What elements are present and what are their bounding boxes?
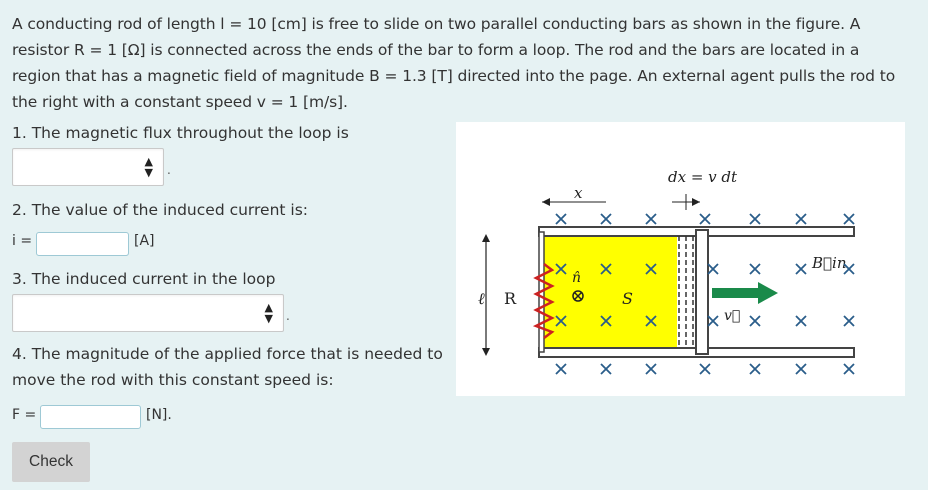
field-label: B⃗in [812,254,847,272]
chevron-updown-icon: ▲ ▼ [264,301,273,325]
resistance-label: R [504,289,517,308]
question-3-label: 3. The induced current in the loop [12,270,276,288]
current-unit-label: [A] [134,233,155,249]
dots-separator: . [286,309,290,323]
loop-area [542,237,677,347]
question-4-label-line1: 4. The magnitude of the applied force that is needed to [12,345,443,363]
force-prefix-label: F = [12,407,37,423]
length-label: ℓ [478,289,485,308]
normal-label: n̂ [572,270,582,286]
force-input[interactable] [40,405,141,429]
velocity-arrow [712,288,760,298]
current-prefix-label: i = [12,233,33,249]
force-unit-label: [N]. [146,407,172,423]
check-button[interactable]: Check [12,442,90,482]
question-1-label: 1. The magnetic flux throughout the loop is [12,124,349,142]
flux-select[interactable] [12,148,164,186]
sliding-rod [696,230,708,354]
circuit-figure [456,122,905,396]
velocity-label: v⃗ [724,308,741,324]
dots-separator: . [167,163,171,177]
problem-statement: A conducting rod of length l = 10 [cm] is free to slide on two parallel conducting bars as shown in the figure. A resistor R = 1 [Ω] is connected across the ends of the bar to form a loop. The rod and the bars are located in a region that has a magnetic field of magnitude B = 1.3 [T] directed into the page. An external agent pulls the rod to the right with a constant speed v = 1 [m/s]. [12,15,896,111]
question-2-label: 2. The value of the induced current is: [12,201,309,219]
current-input[interactable] [36,232,129,256]
chevron-updown-icon: ▲ ▼ [144,155,153,179]
area-label: S [622,289,633,308]
dx-label: dx = v dt [668,168,738,186]
x-label: x [574,184,583,202]
current-direction-select[interactable] [12,294,284,332]
question-4-label-line2: move the rod with this constant speed is: [12,371,334,389]
